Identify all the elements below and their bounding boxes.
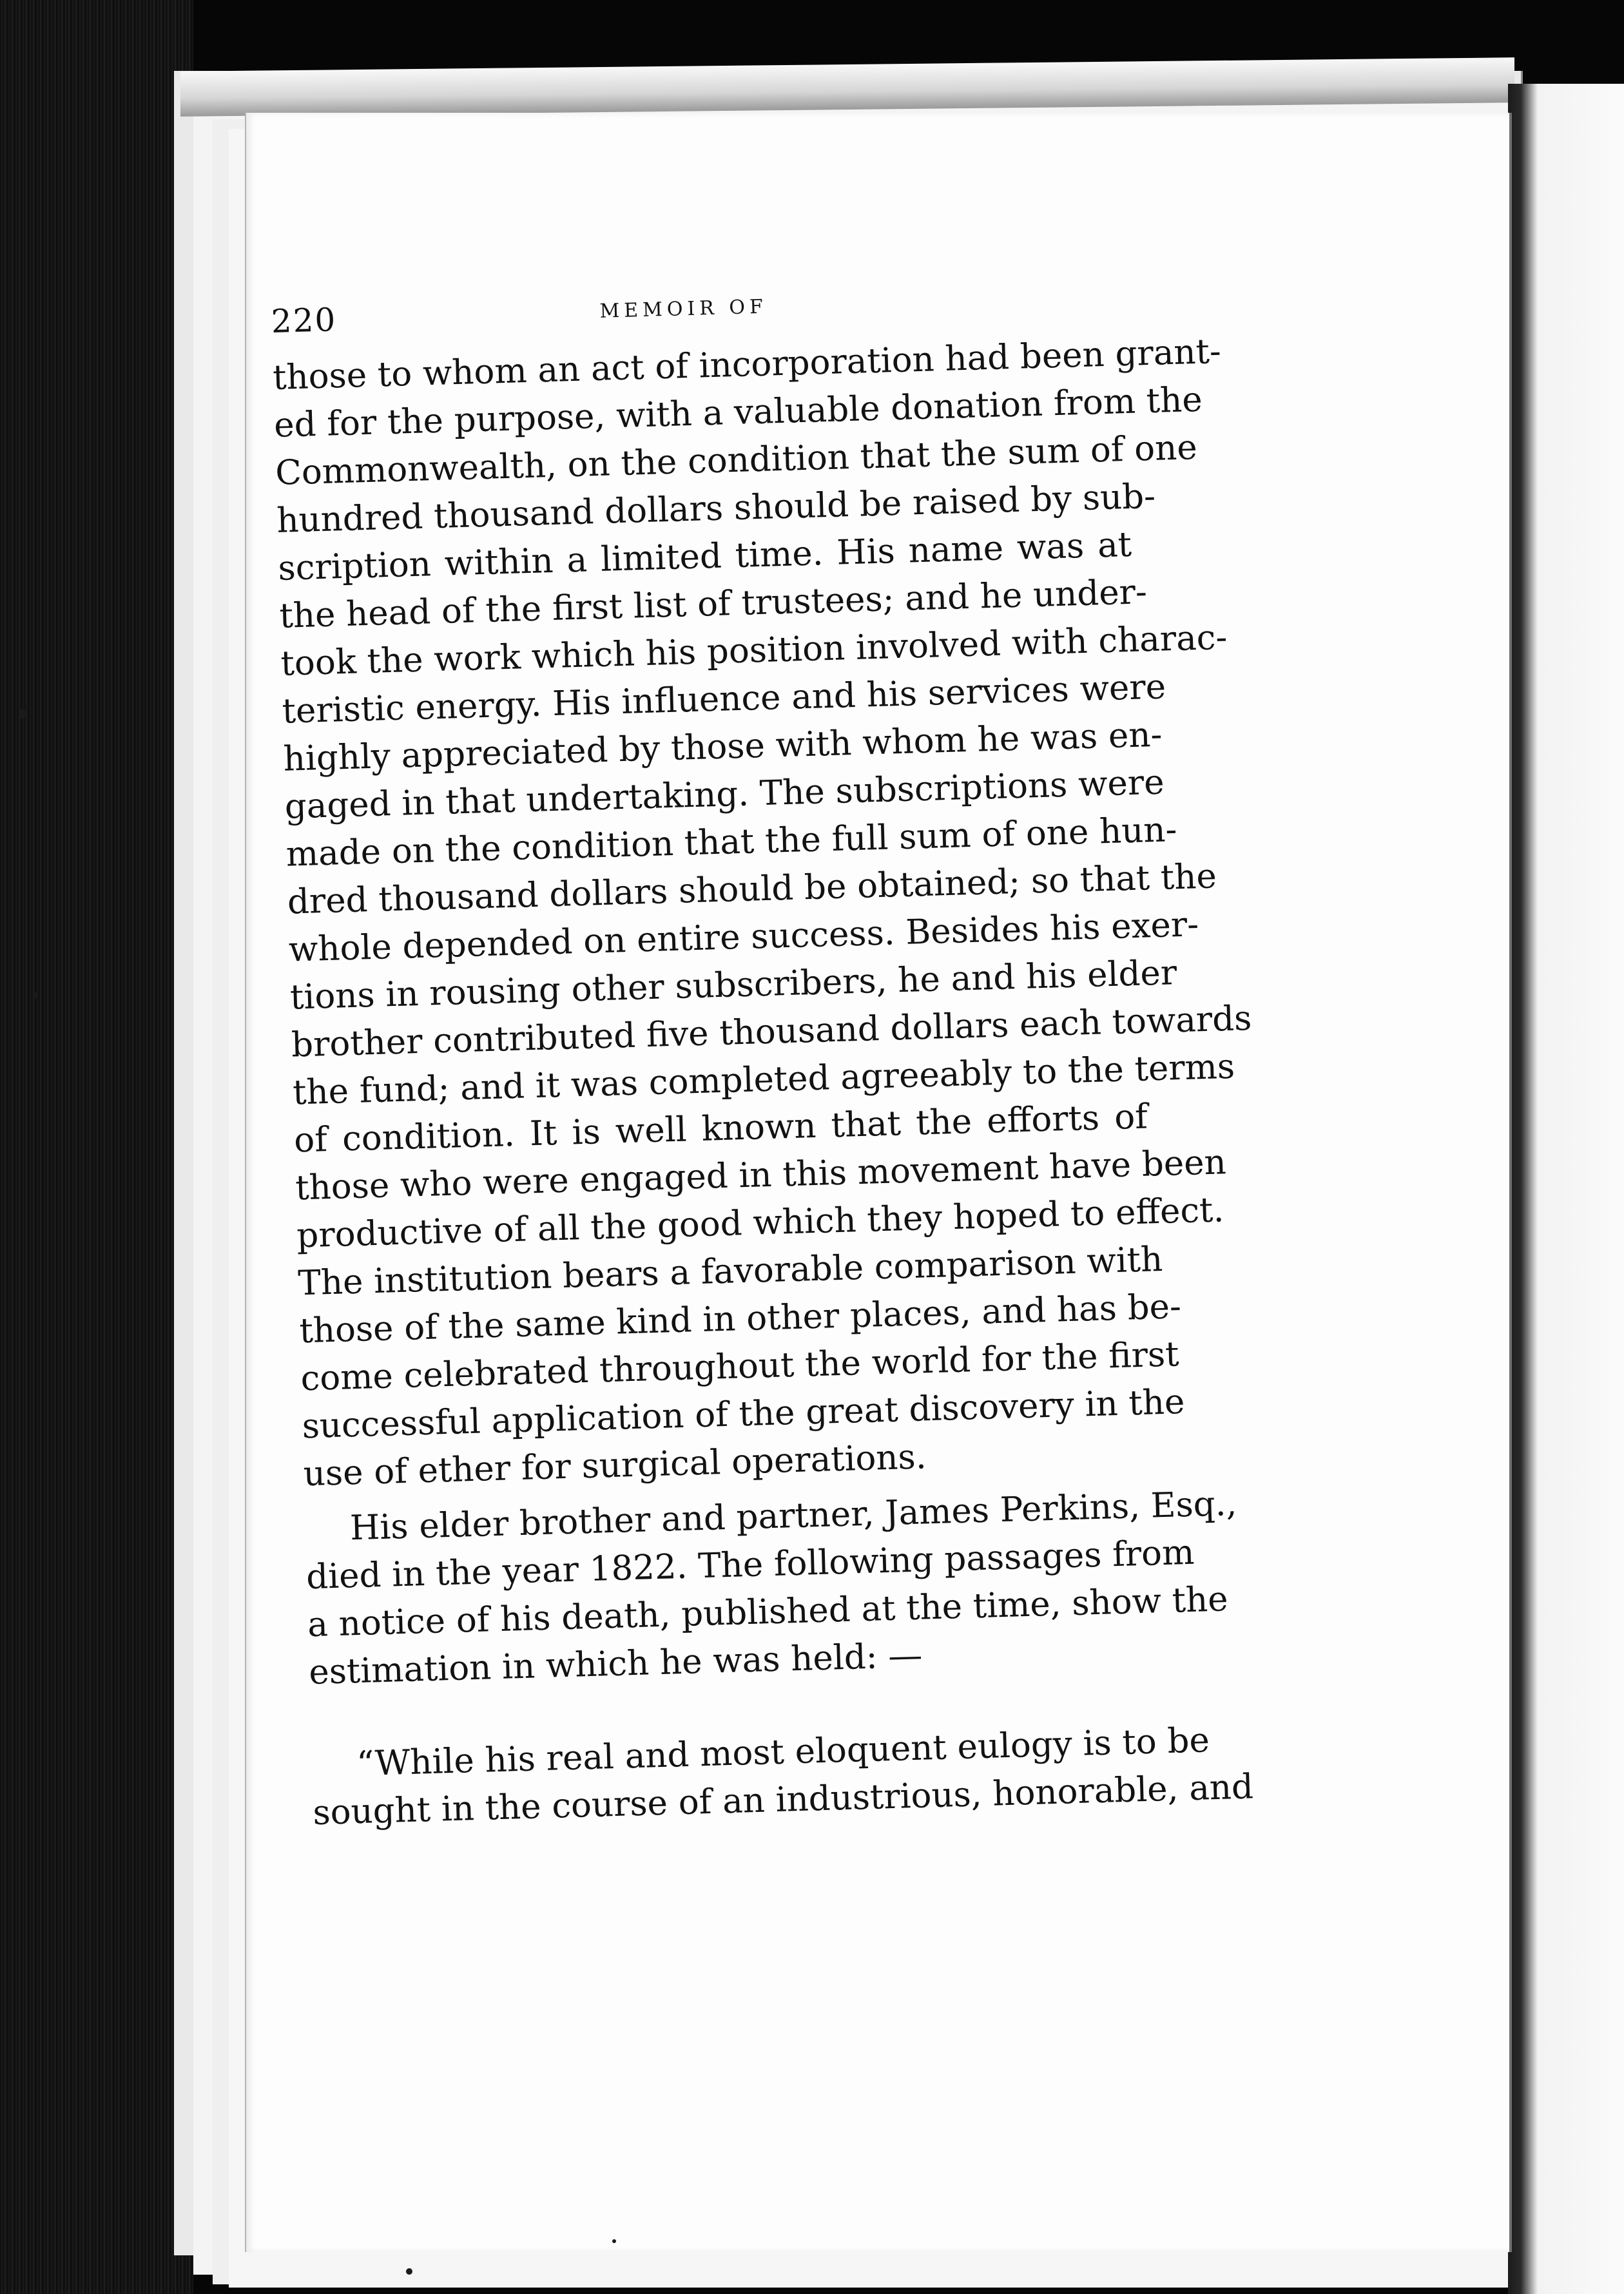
paragraph-2 <box>304 1481 1238 1697</box>
running-title: MEMOIR OF <box>599 295 768 323</box>
text-line: gaged in that undertaking. The subscriptions were <box>284 762 1165 827</box>
text-line: died in the year 1822. The following passages from <box>305 1532 1195 1597</box>
scan-speck <box>406 2268 412 2275</box>
text-line: use of ether for surgical operations. <box>302 1437 927 1494</box>
text-line: brother contributed five thousand dollars each towards <box>291 998 1253 1065</box>
text-line: those to whom an act of incorporation had been grant- <box>272 331 1222 398</box>
text-line: highly appreciated by those with whom he was en- <box>282 715 1163 779</box>
text-line: dred thousand dollars should be obtained; so that the <box>287 856 1217 922</box>
text-line: whole depended on entire success. Besides his exer- <box>288 905 1199 970</box>
facing-page-edge <box>1508 84 1624 2294</box>
paragraph-1 <box>272 330 1253 1498</box>
text-line: ed for the purpose, with a valuable donation from the <box>273 380 1203 445</box>
text-line: successful application of the great discovery in the <box>301 1382 1186 1447</box>
text-line: estimation in which he was held: — <box>308 1635 923 1693</box>
text-line: come celebrated throughout the world for the first <box>300 1335 1180 1399</box>
text-line: took the work which his position involved with charac- <box>280 617 1228 684</box>
text-line: productive of all the good which they hoped to effect. <box>296 1190 1225 1256</box>
book-spine-edge <box>0 0 193 2294</box>
text-line: teristic energy. His influence and his services were <box>281 667 1166 731</box>
text-line: “While his real and most eloquent eulogy is to be <box>356 1720 1210 1784</box>
text-line: of condition. It is well known that the efforts of <box>293 1097 1148 1161</box>
page-number: 220 <box>271 301 338 340</box>
page-text-block <box>271 278 1254 1837</box>
text-line: those of the same kind in other places, and has be- <box>298 1287 1182 1351</box>
text-line: The institution bears a favorable comparison with <box>297 1239 1163 1304</box>
text-line: tions in rousing other subscribers, he and his elder <box>289 953 1177 1017</box>
text-line: His elder brother and partner, James Perkins, Esq., <box>349 1483 1238 1548</box>
text-line: the fund; and it was completed agreeably to the terms <box>292 1046 1235 1113</box>
scan-speck <box>19 709 26 719</box>
text-line: the head of the first list of trustees; and he under- <box>278 572 1148 636</box>
text-line: made on the condition that the full sum of one hun- <box>285 810 1178 874</box>
text-line: those who were engaged in this movement have been <box>295 1142 1227 1208</box>
scan-speck <box>32 992 37 999</box>
text-line: a notice of his death, published at the time, show the <box>307 1579 1229 1645</box>
text-line: sought in the course of an industrious, honorable, and <box>312 1767 1254 1833</box>
text-line: Commonwealth, on the condition that the sum of one <box>275 427 1198 493</box>
scan-speck <box>612 2239 616 2243</box>
text-line: hundred thousand dollars should be raised by sub- <box>276 476 1156 541</box>
text-line: scription within a limited time. His name was at <box>277 525 1132 588</box>
